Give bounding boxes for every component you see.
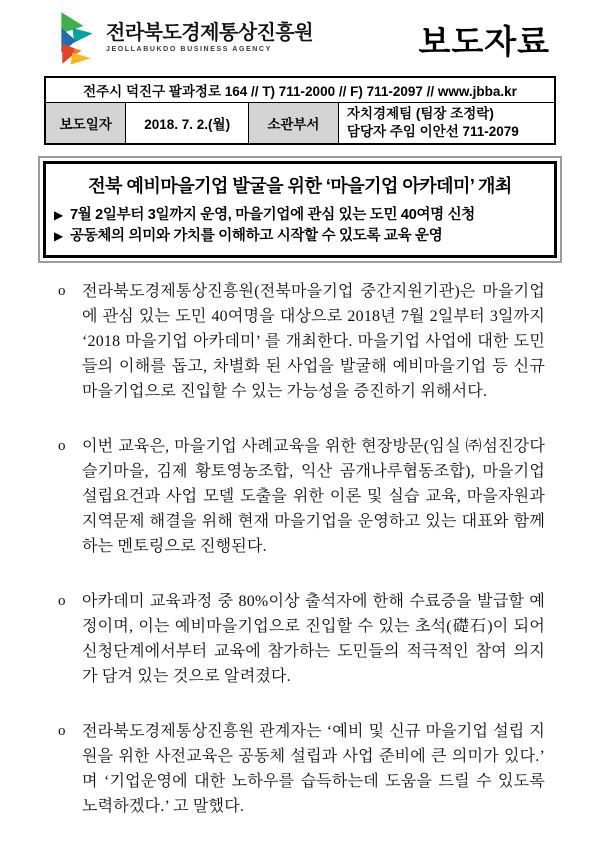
agency-name-en: JEOLLABUKDO BUSINESS AGENCY — [106, 46, 272, 54]
meta-row — [45, 103, 555, 145]
headline-bullet-2-text: 공동체의 의미와 가치를 이해하고 시작할 수 있도록 교육 운영 — [69, 228, 443, 244]
circle-bullet-icon: o — [58, 438, 66, 454]
headline-bullet-1 — [54, 205, 546, 226]
triangle-bullet-icon: ▶ — [54, 229, 63, 243]
address-row — [45, 77, 555, 103]
agency-logo-text — [106, 22, 313, 54]
circle-bullet-icon: o — [58, 283, 66, 299]
dept-team-line: 자치경제팀 (팀장 조정락) — [346, 106, 494, 121]
document-body — [58, 279, 545, 819]
headline-title: 전북 예비마을기업 발굴을 위한 ‘마을기업 아카데미’ 개최 — [88, 176, 512, 196]
paragraph-1-text: 전라북도경제통상진흥원(전북마을기업 중간지원기관)은 마을기업에 관심 있는 도민 40여명을 대상으로 2018년 7월 2일부터 3일까지 ‘2018 마을기업 아카데미’ 를 개최한다. 마을기업 사업에 대한 도민들의 이해를 돕고, 차별화 된 사업을 발굴해 예비마을기업 등 신규 마을기업으로 진입할 수 있는 가능성을 증진하기 위해서다. — [82, 283, 545, 400]
triangle-bullet-icon: ▶ — [54, 208, 63, 222]
masthead — [0, 0, 600, 70]
date-value: 2018. 7. 2.(월) — [126, 103, 248, 145]
headline-bullet-2 — [54, 226, 546, 247]
headline-inner — [43, 161, 557, 258]
doc-type-title: 보도자료 — [418, 23, 550, 60]
headline-box — [38, 156, 562, 263]
date-label: 보도일자 — [45, 103, 126, 145]
paragraph-2 — [58, 434, 545, 559]
circle-bullet-icon: o — [58, 593, 66, 609]
paragraph-3-text: 아카데미 교육과정 중 80%이상 출석자에 한해 수료증을 발급할 예정이며, 이는 예비마을기업으로 진입할 수 있는 초석(礎石)이 되어 신청단계에서부터 교육에 참가하는 도민들의 적극적인 참여 의지가 담겨 있는 것으로 알려졌다. — [82, 593, 545, 685]
paragraph-4-text: 전라북도경제통상진흥원 관계자는 ‘예비 및 신규 마을기업 설립 지원을 위한 사전교육은 공동체 설립과 사업 준비에 큰 의미가 있다.’ 며 ‘기업운영에 대한 노하우를 습득하는데 도움을 드릴 수 있도록 노력하겠다.’ 고 말했다. — [82, 723, 545, 815]
agency-logo-icon — [54, 10, 100, 66]
headline-bullet-1-text: 7월 2일부터 3일까지 운영, 마을기업에 관심 있는 도민 40여명 신청 — [69, 207, 476, 223]
dept-contact-cell — [338, 103, 555, 145]
dept-person-line: 담당자 주임 이안선 711-2079 — [346, 124, 519, 139]
circle-bullet-icon: o — [58, 723, 66, 739]
paragraph-4 — [58, 719, 545, 819]
info-table — [44, 76, 556, 145]
paragraph-3 — [58, 589, 545, 689]
paragraph-2-text: 이번 교육은, 마을기업 사례교육을 위한 현장방문(임실 ㈜섬진강다슬기마을, 김제 황토영농조합, 익산 곰개나루협동조합), 마을기업 설립요건과 사업 모델 도출을 위한 이론 및 실습 교육, 마을자원과 지역문제 해결을 위해 현재 마을기업을 운영하고 있는 대표와 함께하는 멘토링으로 진행된다. — [82, 438, 545, 555]
agency-name: 전라북도경제통상진흥원 — [106, 22, 314, 45]
paragraph-1 — [58, 279, 545, 404]
dept-label: 소관부서 — [248, 103, 338, 145]
address-line: 전주시 덕진구 팔과정로 164 // T) 711-2000 // F) 711-2097 // www.jbba.kr — [45, 77, 555, 103]
agency-logo — [54, 10, 313, 66]
